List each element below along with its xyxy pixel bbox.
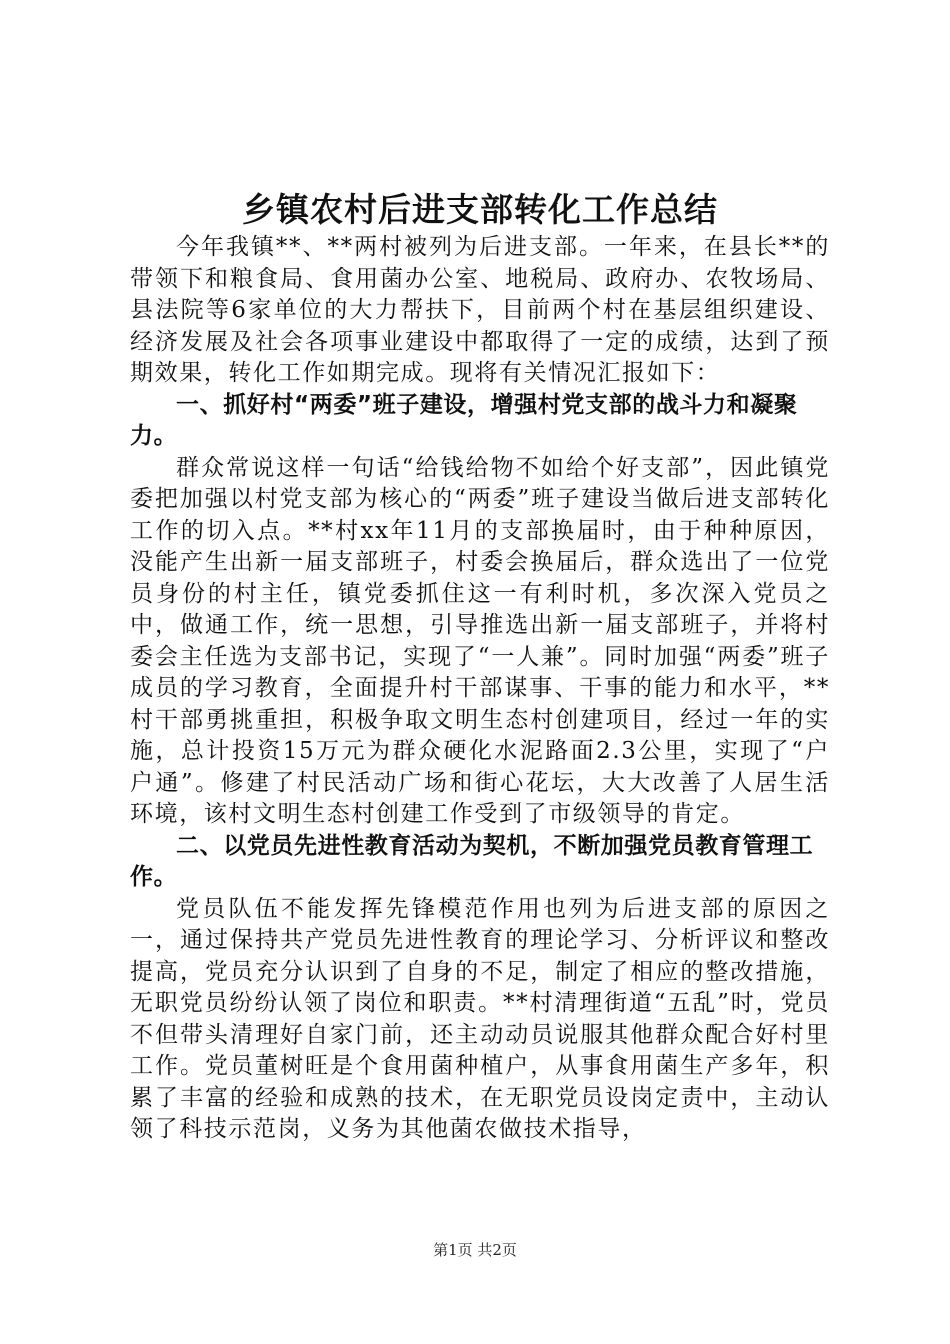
section-2-paragraph: 党员队伍不能发挥先锋模范作用也列为后进支部的原因之一，通过保持共产党员先进性教育的理论学习、分析评议和整改提高，党员充分认识到了自身的不足，制定了相应的整改措施，无职党员纷纷认领了岗位和职责。**村清理街道“五乱”时，党员不但带头清理好自家门前，还主动动员说服其他群众配合好村里工作。党员董树旺是个食用菌种植户，从事食用菌生产多年，积累了丰富的经验和成熟的技术，在无职党员设岗定责中，主动认领了科技示范岗，义务为其他菌农做技术指导， [130,895,830,1142]
page-number-footer: 第1页 共2页 [433,1241,517,1259]
section-heading-1: 一、抓好村“两委”班子建设，增强村党支部的战斗力和凝聚力。 [130,391,798,449]
document-title: 乡镇农村后进支部转化工作总结 [242,190,718,229]
intro-paragraph: 今年我镇**、**两村被列为后进支部。一年来，在县长**的带领下和粮食局、食用菌办公室、地税局、政府办、农牧场局、县法院等6家单位的大力帮扶下，目前两个村在基层组织建设、经济发展及社会各项事业建设中都取得了一定的成绩，达到了预期效果，转化工作如期完成。现将有关情况汇报如下： [130,234,830,386]
section-1-paragraph: 群众常说这样一句话“给钱给物不如给个好支部”，因此镇党委把加强以村党支部为核心的“两委”班子建设当做后进支部转化工作的切入点。**村xx年11月的支部换届时，由于种种原因，没能产生出新一届支部班子，村委会换届后，群众选出了一位党员身份的村主任，镇党委抓住这一有利时机，多次深入党员之中，做通工作，统一思想，引导推选出新一届支部班子，并将村委会主任选为支部书记，实现了“一人兼”。同时加强“两委”班子成员的学习教育，全面提升村干部谋事、干事的能力和水平，**村干部勇挑重担，积极争取文明生态村创建项目，经过一年的实施，总计投资15万元为群众硬化水泥路面2.3公里，实现了“户户通”。修建了村民活动广场和街心花坛，大大改善了人居生活环境，该村文明生态村创建工作受到了市级领导的肯定。 [130,454,830,827]
document-body [130,190,830,1146]
section-heading-2: 二、以党员先进性教育活动为契机，不断加强党员教育管理工作。 [130,832,814,890]
